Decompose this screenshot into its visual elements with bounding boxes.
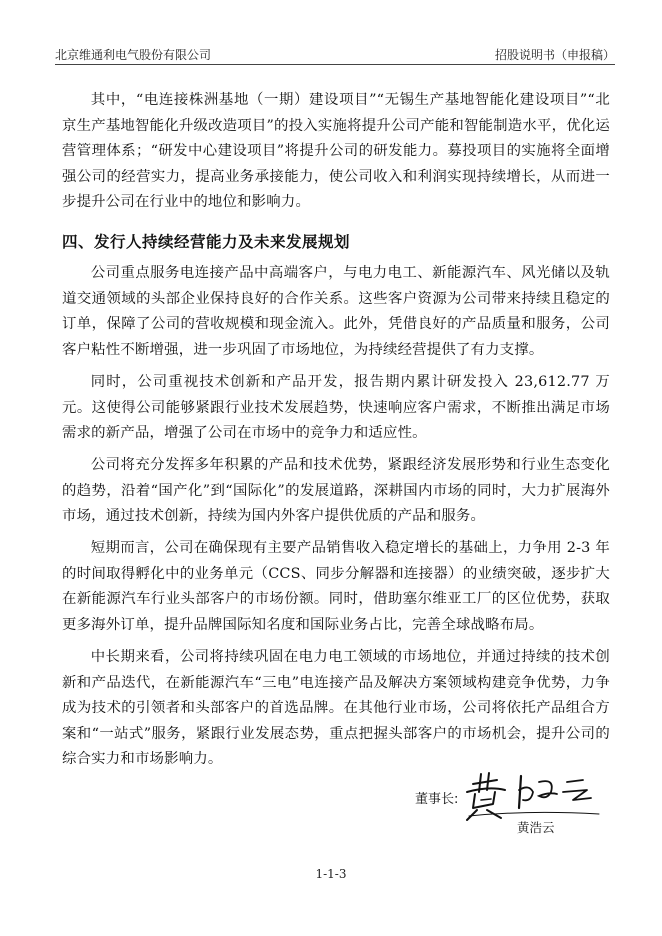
- header-company-name: 北京维通利电气股份有限公司: [55, 48, 212, 62]
- page-number: 1-1-3: [315, 867, 347, 881]
- signature-block: [415, 770, 615, 850]
- signatory-name: 黄浩云: [517, 820, 555, 835]
- paragraph-customers: 公司重点服务电连接产品中高端客户，与电力电工、新能源汽车、风光储以及轨道交通领域的头部企业保持良好的合作关系。这些客户资源为公司带来持续且稳定的订单，保障了公司的营收规模和现金流入。此外，凭借良好的产品质量和服务，公司客户粘性不断增强，进一步巩固了市场地位，为持续经营提供了有力支撑。: [62, 265, 610, 358]
- page-header: [55, 44, 615, 65]
- paragraph-strategy: 公司将充分发挥多年积累的产品和技术优势，紧跟经济发展形势和行业生态变化的趋势，沿着“国产化”到“国际化”的发展道路，深耕国内市场的同时，大力扩展海外市场，通过技术创新，持续为国内外客户提供优质的产品和服务。: [62, 457, 610, 525]
- paragraph-long-term: 中长期来看，公司将持续巩固在电力电工领域的市场地位，并通过持续的技术创新和产品迭代，在新能源汽车“三电”电连接产品及解决方案领域构建竞争优势，力争成为技术的引领者和头部客户的首选品牌。在其他行业市场，公司将依托产品组合方案和“一站式”服务，紧跟行业发展态势，重点把握头部客户的市场机会，提升公司的综合实力和市场影响力。: [62, 649, 610, 768]
- paragraph-short-term: 短期而言，公司在确保现有主要产品销售收入稳定增长的基础上，力争用 2-3 年的时间取得孵化中的业务单元（CCS、同步分解器和连接器）的业绩突破，逐步扩大在新能源汽车行业头部客户的市场份额。同时，借助塞尔维亚工厂的区位优势，获取更多海外订单，提升品牌国际知名度和国际业务占比，完善全球战略布局。: [62, 540, 610, 633]
- header-document-type: 招股说明书（申报稿）: [494, 48, 615, 62]
- signature-label: 董事长:: [415, 792, 459, 807]
- handwritten-signature: [459, 770, 609, 822]
- paragraph-fundraising-projects: 其中，“电连接株洲基地（一期）建设项目”“无锡生产基地智能化建设项目”“北京生产基地智能化升级改造项目”的投入实施将提升公司产能和智能制造水平，优化运营管理体系；“研发中心建设项目”将提升公司的研发能力。募投项目的实施将全面增强公司的经营实力，提高业务承接能力，使公司收入和利润实现持续增长，从而进一步提升公司在行业中的地位和影响力。: [62, 92, 610, 211]
- paragraph-rnd: 同时，公司重视技术创新和产品开发，报告期内累计研发投入 23,612.77 万元。这使得公司能够紧跟行业技术发展趋势，快速响应客户需求，不断推出满足市场需求的新产品，增强了公司在市场中的竞争力和适应性。: [62, 374, 610, 442]
- section-heading: 四、发行人持续经营能力及未来发展规划: [62, 233, 351, 251]
